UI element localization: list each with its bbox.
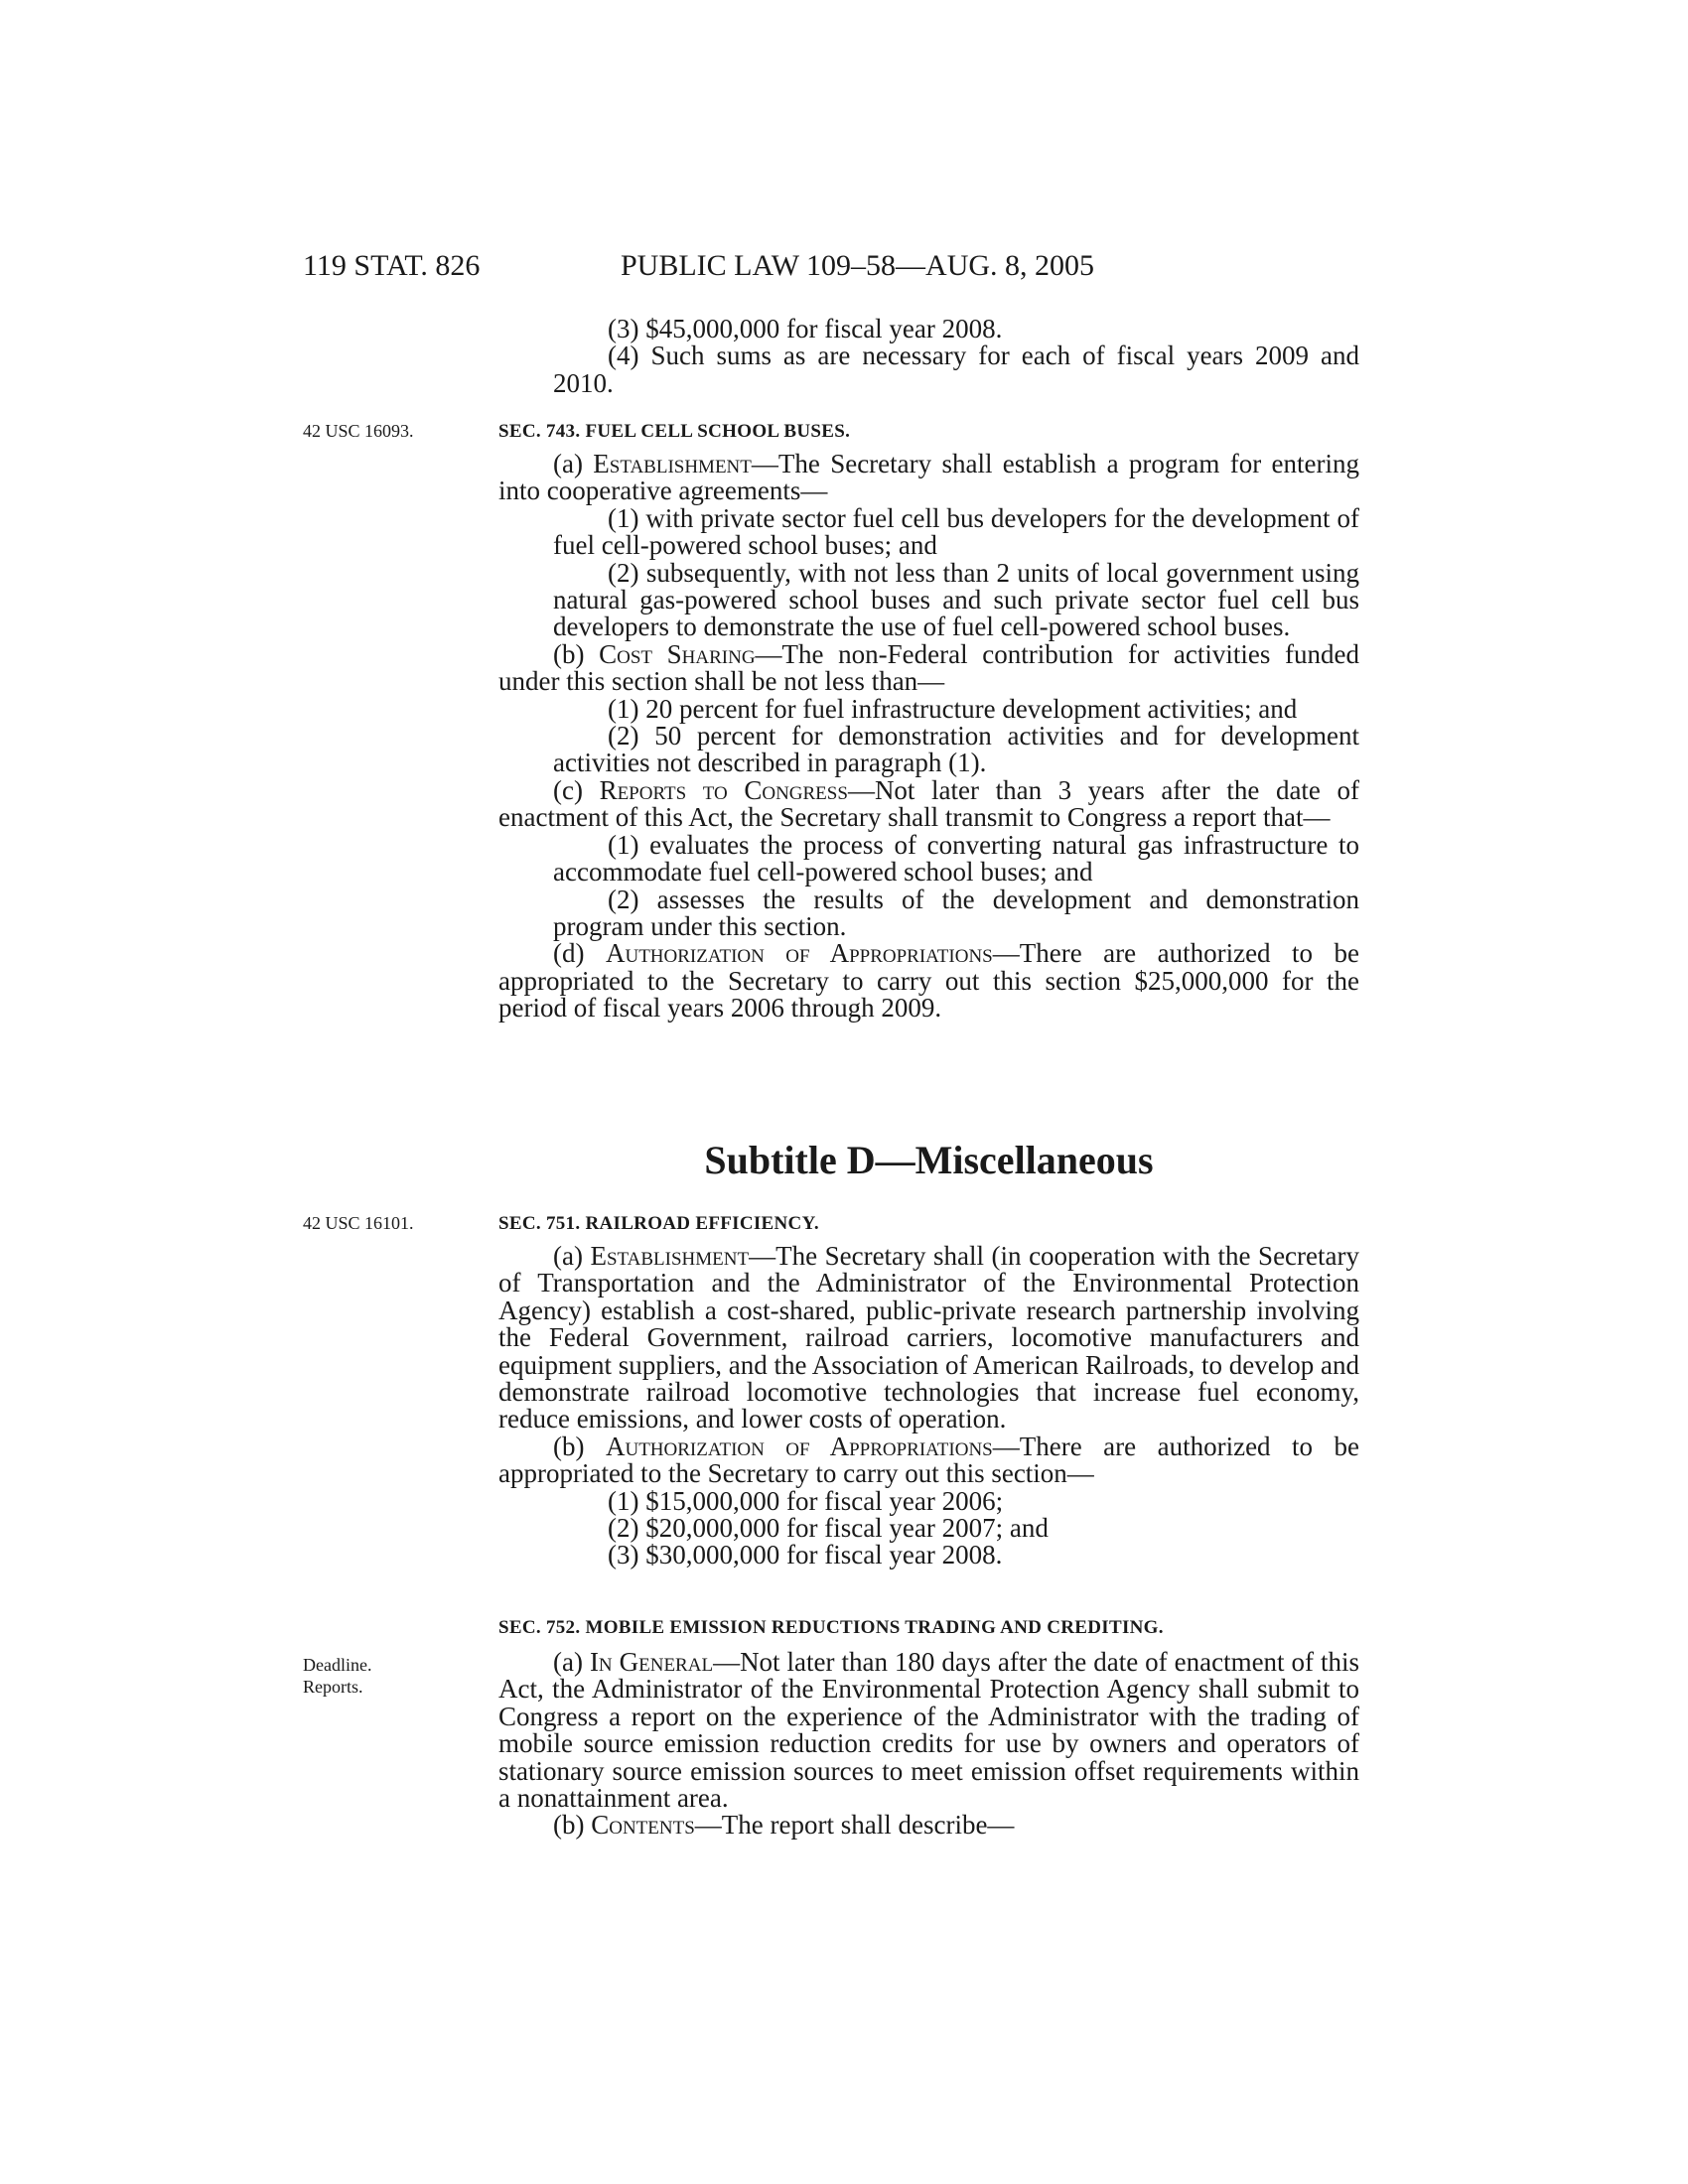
subtitle-heading: Subtitle D—Miscellaneous — [704, 1138, 1154, 1182]
clause-2: (2) assesses the results of the development and demonstration program under this section. — [553, 884, 1359, 941]
margin-note-reports: Reports. — [303, 1677, 363, 1697]
clause-2: (2) 50 percent for demonstration activities and for development activities not described in paragraph (1). — [553, 721, 1359, 778]
margin-note-deadline: Deadline. — [303, 1655, 372, 1675]
clause-2: (2) subsequently, with not less than 2 units of local government using natural gas-powered school buses and such private sector fuel cell bus developers to demonstrate the use of fuel cell-powered school buses. — [553, 557, 1359, 642]
clause-1: (1) 20 percent for fuel infrastructure development activities; and — [608, 693, 1298, 724]
clause-2: (2) $20,000,000 for fiscal year 2007; and — [608, 1513, 1049, 1544]
margin-note-usc: 42 USC 16093. — [303, 421, 414, 441]
subsection-b: (b) Contents—The report shall describe— — [553, 1810, 1015, 1841]
section-751-body — [498, 1243, 1359, 1570]
subsection-d: (d) Authorization of Appropriations—There are authorized to be appropriated to the Secretary to carry out this section $25,000,000 for the period of fiscal years 2006 through 2009. — [498, 938, 1360, 1024]
subsection-a: (a) In General—Not later than 180 days after the date of enactment of this Act, the Administrator of the Environmental Protection Agency shall submit to Congress a report on the experience of the Administrator with the trading of mobile source emission reduction credits for use by owners and operators of stationary source emission sources to meet emission offset requirements within a nonattainment area. — [498, 1647, 1359, 1814]
section-heading: SEC. 752. MOBILE EMISSION REDUCTIONS TRADING AND CREDITING. — [498, 1617, 1164, 1638]
section-heading: SEC. 743. FUEL CELL SCHOOL BUSES. — [498, 421, 851, 442]
continuation-block — [498, 316, 1359, 397]
section-heading: SEC. 751. RAILROAD EFFICIENCY. — [498, 1213, 819, 1234]
section-752-body — [498, 1649, 1359, 1840]
subsection-label: Cost Sharing — [599, 638, 756, 669]
subsection-label: Contents — [591, 1810, 695, 1841]
clause-3: (3) $30,000,000 for fiscal year 2008. — [608, 1540, 1003, 1570]
clause-1: (1) $15,000,000 for fiscal year 2006; — [608, 1485, 1004, 1516]
clause-1: (1) evaluates the process of converting natural gas infrastructure to accommodate fuel cell-powered school buses; and — [553, 829, 1359, 887]
subsection-label: Authorization of Appropriations — [605, 1431, 993, 1461]
subsection-label: Authorization of Appropriations — [605, 938, 993, 969]
margin-note-usc: 42 USC 16101. — [303, 1213, 414, 1233]
clause-1: (1) with private sector fuel cell bus developers for the development of fuel cell-powered school buses; and — [553, 502, 1359, 561]
subsection-b: (b) Authorization of Appropriations—There are authorized to be appropriated to the Secretary to carry out this section— — [498, 1431, 1360, 1489]
section-743-body — [498, 451, 1359, 1023]
subsection-label: Reports to Congress — [599, 774, 848, 805]
subsection-c: (c) Reports to Congress—Not later than 3 years after the date of enactment of this Act, the Secretary shall transmit to Congress a report that— — [498, 774, 1359, 833]
paragraph-4: (4) Such sums as are necessary for each of fiscal years 2009 and 2010. — [553, 341, 1359, 398]
subsection-b: (b) Cost Sharing—The non-Federal contribution for activities funded under this section shall be not less than— — [498, 638, 1359, 697]
subsection-label: Establishment — [593, 449, 752, 478]
subsection-label: Establishment — [590, 1241, 750, 1271]
stat-page-number: 119 STAT. 826 — [303, 249, 481, 282]
paragraph-3: (3) $45,000,000 for fiscal year 2008. — [608, 314, 1003, 343]
subsection-a: (a) Establishment—The Secretary shall establish a program for entering into cooperative agreements— — [498, 449, 1359, 506]
subsection-label: In General — [589, 1647, 714, 1677]
running-header: PUBLIC LAW 109–58—AUG. 8, 2005 — [621, 249, 1095, 282]
subsection-a: (a) Establishment—The Secretary shall (in cooperation with the Secretary of Transportation and the Administrator of the Environmental Protection Agency) establish a cost-shared, public-private research partnership involving the Federal Government, railroad carriers, locomotive manufacturers and equipment suppliers, and the Association of American Railroads, to develop and demonstrate railroad locomotive technologies that increase fuel economy, reduce emissions, and lower costs of operation. — [498, 1241, 1359, 1434]
